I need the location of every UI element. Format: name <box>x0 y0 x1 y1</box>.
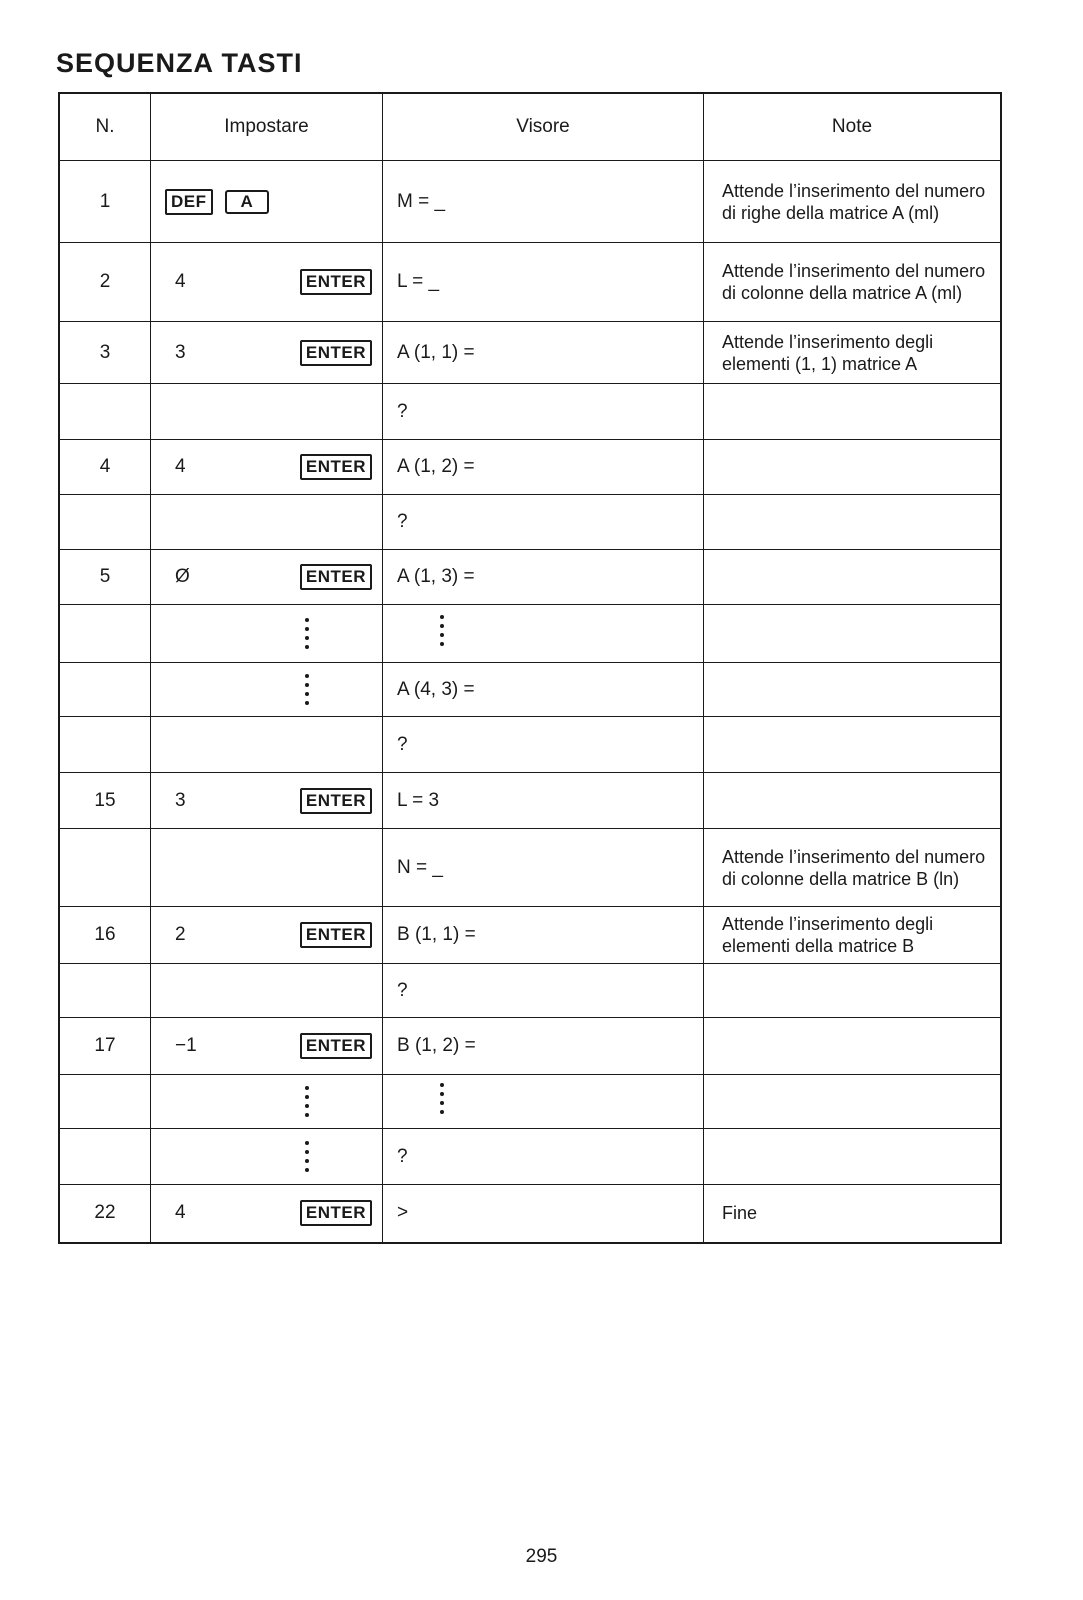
enter-key: ENTER <box>300 269 372 295</box>
row-number: 1 <box>59 161 151 243</box>
row-number: 16 <box>59 907 151 964</box>
row-number <box>59 384 151 440</box>
vertical-ellipsis-icon <box>300 1136 314 1177</box>
table-row <box>59 384 1001 440</box>
input-value: 4 <box>175 271 186 292</box>
enter-key: ENTER <box>300 788 372 814</box>
input-cell <box>151 605 383 663</box>
display-cell: ? <box>383 1129 704 1185</box>
display-cell: L = 3 <box>383 773 704 829</box>
note-cell: Fine <box>704 1185 1002 1243</box>
note-cell <box>704 663 1002 717</box>
display-cell: ? <box>383 717 704 773</box>
input-value: −1 <box>175 1035 197 1056</box>
table-row <box>59 605 1001 663</box>
note-cell <box>704 440 1002 495</box>
header-visore: Visore <box>383 93 704 161</box>
table-row <box>59 773 1001 829</box>
table-row <box>59 495 1001 550</box>
row-number: 5 <box>59 550 151 605</box>
display-cell: A (1, 3) = <box>383 550 704 605</box>
row-number <box>59 495 151 550</box>
table-row <box>59 717 1001 773</box>
table-row <box>59 663 1001 717</box>
display-cell: A (4, 3) = <box>383 663 704 717</box>
vertical-ellipsis-icon <box>300 669 314 710</box>
table-row <box>59 1018 1001 1075</box>
input-cell <box>151 1075 383 1129</box>
table-row <box>59 440 1001 495</box>
enter-key: ENTER <box>300 564 372 590</box>
header-impostare: Impostare <box>151 93 383 161</box>
vertical-ellipsis-icon <box>300 613 314 654</box>
row-number <box>59 1075 151 1129</box>
input-cell <box>151 907 383 964</box>
input-cell <box>151 384 383 440</box>
table-header-row <box>59 93 1001 161</box>
note-cell <box>704 773 1002 829</box>
display-cell: B (1, 2) = <box>383 1018 704 1075</box>
display-cell: M = _ <box>383 161 704 243</box>
table-row <box>59 907 1001 964</box>
enter-key: ENTER <box>300 340 372 366</box>
note-cell: Attende l’inserimento del numero di colonne della matrice B (ln) <box>704 829 1002 907</box>
row-number: 17 <box>59 1018 151 1075</box>
display-cell: ? <box>383 495 704 550</box>
vertical-ellipsis-icon <box>435 1078 449 1119</box>
note-cell: Attende l’inserimento degli elementi della matrice B <box>704 907 1002 964</box>
input-cell <box>151 663 383 717</box>
input-value: 3 <box>175 341 186 363</box>
display-cell: ? <box>383 964 704 1018</box>
display-cell: ? <box>383 384 704 440</box>
key-sequence-table <box>58 92 1002 1244</box>
table-row <box>59 1075 1001 1129</box>
display-cell: > <box>383 1185 704 1243</box>
row-number: 4 <box>59 440 151 495</box>
input-value: Ø <box>175 566 190 587</box>
input-value: 4 <box>175 456 186 477</box>
note-cell <box>704 605 1002 663</box>
row-number: 15 <box>59 773 151 829</box>
note-cell: Attende l’inserimento del numero di righe della matrice A (ml) <box>704 161 1002 243</box>
display-cell <box>383 605 704 663</box>
table-row <box>59 1185 1001 1243</box>
table-row <box>59 829 1001 907</box>
table-row <box>59 550 1001 605</box>
input-cell <box>151 717 383 773</box>
input-cell <box>151 322 383 384</box>
row-number: 22 <box>59 1185 151 1243</box>
display-cell: A (1, 2) = <box>383 440 704 495</box>
row-number <box>59 964 151 1018</box>
row-number: 2 <box>59 243 151 322</box>
enter-key: ENTER <box>300 922 372 948</box>
vertical-ellipsis-icon <box>435 610 449 651</box>
page-number: 295 <box>525 1546 558 1567</box>
row-number <box>59 605 151 663</box>
note-cell: Attende l’inserimento degli elementi (1, 1) matrice A <box>704 322 1002 384</box>
note-cell <box>704 1018 1002 1075</box>
input-cell <box>151 161 383 243</box>
note-cell <box>704 495 1002 550</box>
page-title: SEQUENZA TASTI <box>56 48 303 78</box>
display-cell: A (1, 1) = <box>383 322 704 384</box>
table-row <box>59 964 1001 1018</box>
row-number <box>59 717 151 773</box>
header-note: Note <box>704 93 1002 161</box>
input-cell <box>151 550 383 605</box>
display-cell: L = _ <box>383 243 704 322</box>
header-num: N. <box>59 93 151 161</box>
input-cell <box>151 964 383 1018</box>
note-cell: Attende l’inserimento del numero di colonne della matrice A (ml) <box>704 243 1002 322</box>
note-cell <box>704 384 1002 440</box>
note-cell <box>704 550 1002 605</box>
input-cell <box>151 773 383 829</box>
table-row <box>59 1129 1001 1185</box>
input-value: 2 <box>175 924 186 945</box>
input-cell <box>151 1185 383 1243</box>
table-row <box>59 322 1001 384</box>
table-row <box>59 161 1001 243</box>
table-row <box>59 243 1001 322</box>
input-cell <box>151 440 383 495</box>
row-number: 3 <box>59 322 151 384</box>
display-cell: N = _ <box>383 829 704 907</box>
input-value: 3 <box>175 789 186 811</box>
note-cell <box>704 1075 1002 1129</box>
input-cell <box>151 829 383 907</box>
input-cell <box>151 1018 383 1075</box>
note-cell <box>704 1129 1002 1185</box>
display-cell: B (1, 1) = <box>383 907 704 964</box>
row-number <box>59 663 151 717</box>
display-cell <box>383 1075 704 1129</box>
input-cell <box>151 495 383 550</box>
enter-key: ENTER <box>300 1200 372 1226</box>
note-cell <box>704 964 1002 1018</box>
a-key: A <box>225 190 270 214</box>
vertical-ellipsis-icon <box>300 1081 314 1122</box>
row-number <box>59 829 151 907</box>
input-cell <box>151 1129 383 1185</box>
enter-key: ENTER <box>300 454 372 480</box>
input-cell <box>151 243 383 322</box>
input-value: 4 <box>175 1202 186 1224</box>
row-number <box>59 1129 151 1185</box>
note-cell <box>704 717 1002 773</box>
enter-key: ENTER <box>300 1033 372 1059</box>
def-key: DEF <box>165 189 213 215</box>
